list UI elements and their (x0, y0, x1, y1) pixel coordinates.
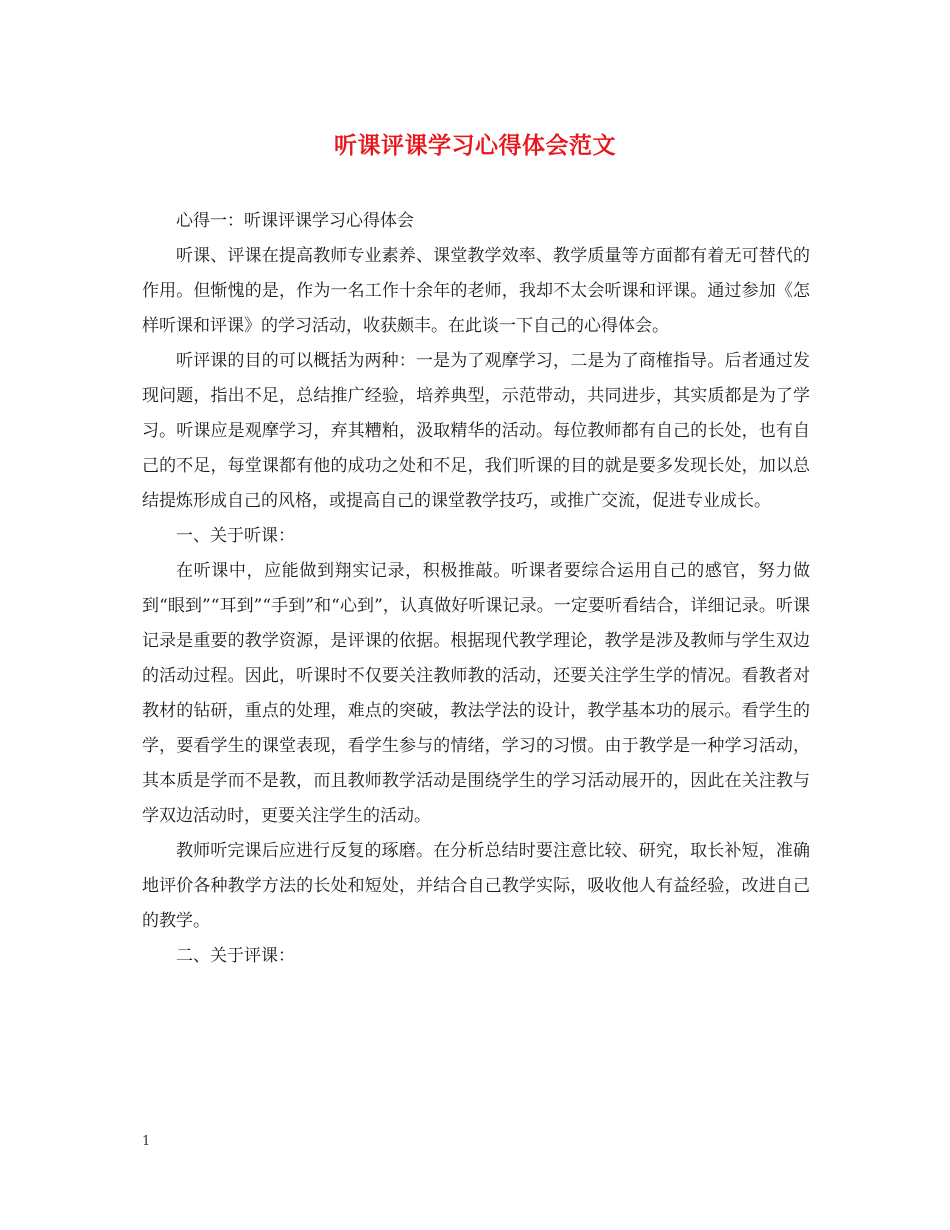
section-heading-1: 心得一：听课评课学习心得体会 (176, 211, 414, 231)
paragraph-listening: 在听课中，应能做到翔实记录，积极推敲。听课者要综合运用自己的感官，努力做到“眼到”“耳到”“手到”和“心到”，认真做好听课记录。一定要听看结合，详细记录。听课记录是重要的教学资源，是评课的依据。根据现代教学理论，教学是涉及教师与学生双边的活动过程。因此，听课时不仅要关注教师教的活动，还要关注学生学的情况。看教者对教材的钻研，重点的处理，难点的突破，教法学法的设计，教学基本功的展示。看学生的学，要看学生的课堂表现，看学生参与的情绪，学习的习惯。由于教学是一种学习活动，其本质是学而不是教，而且教师教学活动是围绕学生的学习活动展开的，因此在关注教与学双边活动时，更要关注学生的活动。 (142, 561, 810, 826)
paragraph-reflection: 教师听完课后应进行反复的琢磨。在分析总结时要注意比较、研究，取长补短，准确地评价各种教学方法的长处和短处，并结合自己教学实际，吸收他人有益经验，改进自己的教学。 (142, 841, 810, 931)
document-body (142, 204, 810, 974)
subheading-about-evaluation: 二、关于评课： (176, 946, 295, 966)
page-number: 1 (142, 1134, 151, 1149)
paragraph-purpose: 听评课的目的可以概括为两种：一是为了观摩学习，二是为了商榷指导。后者通过发现问题，指出不足，总结推广经验，培养典型，示范带动，共同进步，其实质都是为了学习。听课应是观摩学习，弃其糟粕，汲取精华的活动。每位教师都有自己的长处，也有自己的不足，每堂课都有他的成功之处和不足，我们听课的目的就是要多发现长处，加以总结提炼形成自己的风格，或提高自己的课堂教学技巧，或推广交流，促进专业成长。 (142, 351, 810, 511)
subheading-about-listening: 一、关于听课： (176, 526, 295, 546)
paragraph-intro: 听课、评课在提高教师专业素养、课堂教学效率、教学质量等方面都有着无可替代的作用。但惭愧的是，作为一名工作十余年的老师，我却不太会听课和评课。通过参加《怎样听课和评课》的学习活动，收获颇丰。在此谈一下自己的心得体会。 (142, 246, 810, 336)
document-title: 听课评课学习心得体会范文 (334, 132, 616, 159)
